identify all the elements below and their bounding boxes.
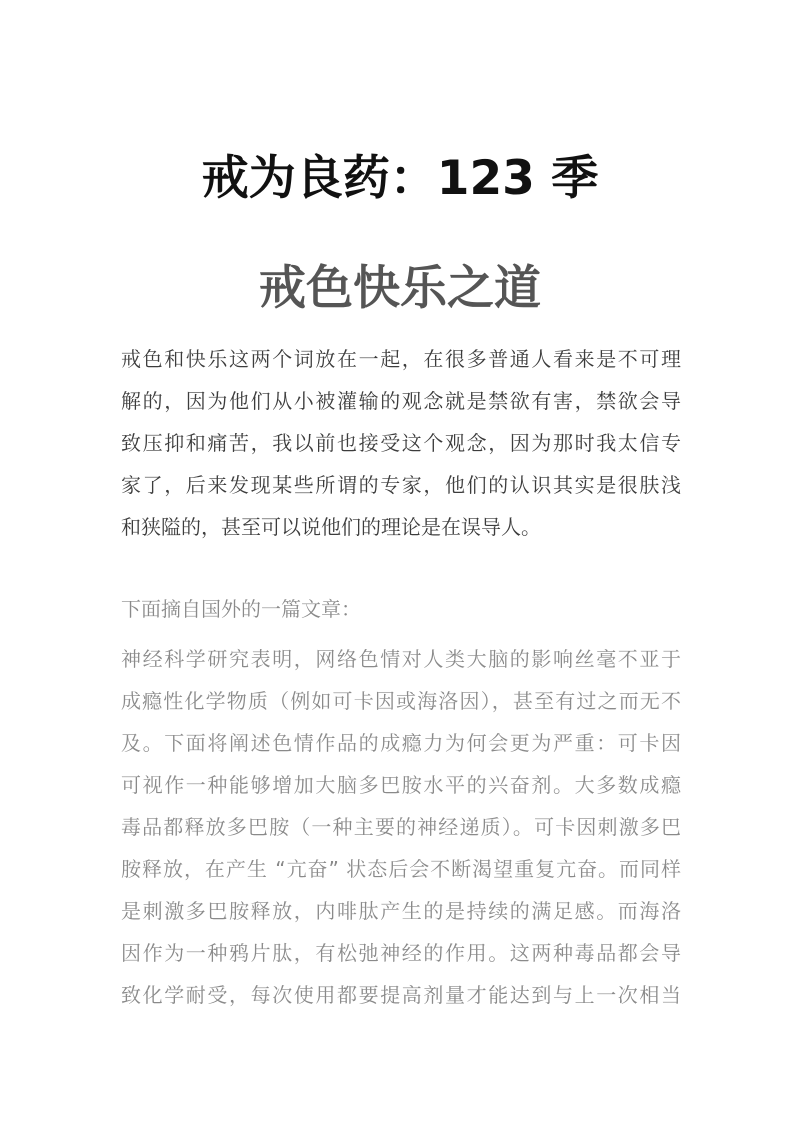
document-title: 戒为良药：123 季	[201, 151, 599, 207]
text-line: 可视作一种能够增加大脑多巴胺水平的兴奋剂。大多数成瘾	[121, 773, 681, 797]
text-line: 致化学耐受，每次使用都要提高剂量才能达到与上一次相当	[121, 983, 681, 1007]
text-line: 家了，后来发现某些所谓的专家，他们的认识其实是很肤浅	[121, 473, 681, 497]
text-line: 是刺激多巴胺释放，内啡肽产生的是持续的满足感。而海洛	[121, 899, 681, 923]
text-line: 神经科学研究表明，网络色情对人类大脑的影响丝毫不亚于	[121, 647, 681, 671]
text-line: 解的，因为他们从小被灌输的观念就是禁欲有害，禁欲会导	[121, 389, 681, 413]
text-line: 成瘾性化学物质（例如可卡因或海洛因），甚至有过之而无不	[121, 689, 681, 713]
text-line: 毒品都释放多巴胺（一种主要的神经递质）。可卡因刺激多巴	[121, 815, 681, 839]
intro-paragraph	[121, 338, 681, 548]
quote-intro-text: 下面摘自国外的一篇文章：	[121, 597, 361, 621]
text-line: 和狭隘的，甚至可以说他们的理论是在误导人。	[121, 515, 541, 539]
text-line: 胺释放，在产生 “亢奋” 状态后会不断渴望重复亢奋。而同样	[121, 857, 681, 881]
quote-paragraph	[121, 638, 681, 1016]
document-subtitle: 戒色快乐之道	[259, 261, 541, 316]
text-line: 致压抑和痛苦，我以前也接受这个观念，因为那时我太信专	[121, 431, 681, 455]
quote-intro	[121, 588, 681, 630]
text-line: 因作为一种鸦片肽，有松弛神经的作用。这两种毒品都会导	[121, 941, 681, 965]
text-line: 戒色和快乐这两个词放在一起，在很多普通人看来是不可理	[121, 347, 681, 371]
text-line: 及。下面将阐述色情作品的成瘾力为何会更为严重：可卡因	[121, 731, 681, 755]
